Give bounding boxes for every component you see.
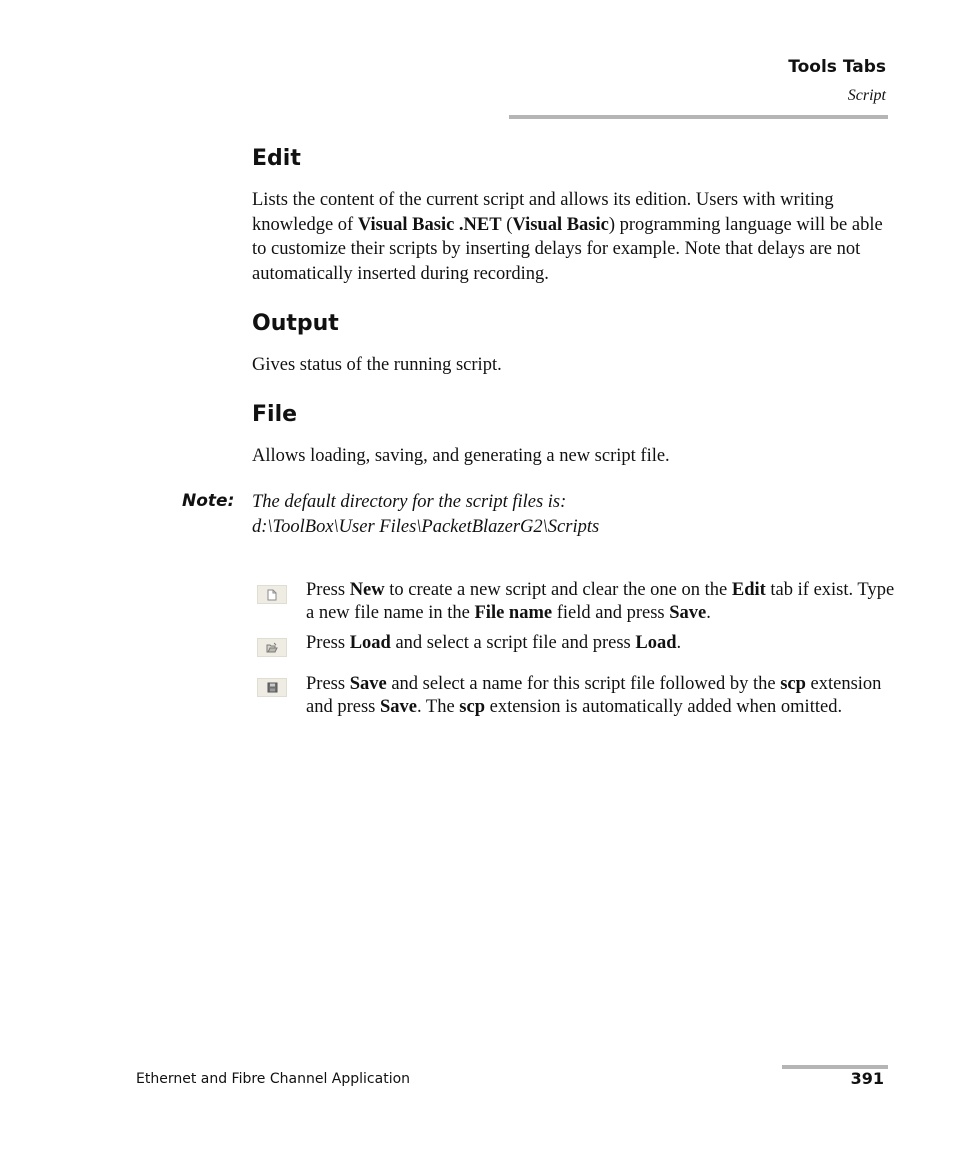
note-line-2: d:\ToolBox\User Files\PacketBlazerG2\Scripts bbox=[252, 517, 600, 537]
new-button-image bbox=[257, 585, 287, 604]
note-text bbox=[252, 490, 599, 540]
file-paragraph: Allows loading, saving, and generating a new script file. bbox=[252, 446, 670, 466]
heading-file: File bbox=[252, 402, 298, 427]
save-button-image bbox=[257, 678, 287, 697]
open-folder-icon bbox=[266, 642, 278, 653]
running-header-chapter: Tools Tabs bbox=[788, 57, 886, 77]
load-description: Press Load and select a script file and press Load. bbox=[306, 633, 682, 653]
heading-output: Output bbox=[252, 311, 339, 336]
new-description: Press New to create a new script and clear the one on the Edit tab if exist. Type a new file name in the File name field and press Save. bbox=[306, 580, 895, 623]
output-paragraph: Gives status of the running script. bbox=[252, 355, 502, 375]
edit-paragraph: Lists the content of the current script and allows its edition. Users with writing knowledge of Visual Basic .NET (Visual Basic) programming language will be able to customize their scripts by inserting delays for example. Note that delays are not automatically inserted during recording. bbox=[252, 190, 883, 285]
floppy-save-icon bbox=[267, 682, 278, 693]
footer-document-title: Ethernet and Fibre Channel Application bbox=[136, 1071, 411, 1087]
running-header-section: Script bbox=[847, 87, 886, 104]
note-label: Note: bbox=[182, 491, 235, 511]
heading-edit: Edit bbox=[252, 146, 301, 171]
save-description: Press Save and select a name for this script file followed by the scp extension and press Save. The scp extension is automatically added when omitted. bbox=[306, 674, 882, 717]
page-number: 391 bbox=[850, 1069, 884, 1088]
note-line-1: The default directory for the script files is: bbox=[252, 492, 567, 512]
new-file-icon bbox=[267, 589, 277, 601]
header-rule bbox=[509, 115, 888, 119]
load-button-image bbox=[257, 638, 287, 657]
